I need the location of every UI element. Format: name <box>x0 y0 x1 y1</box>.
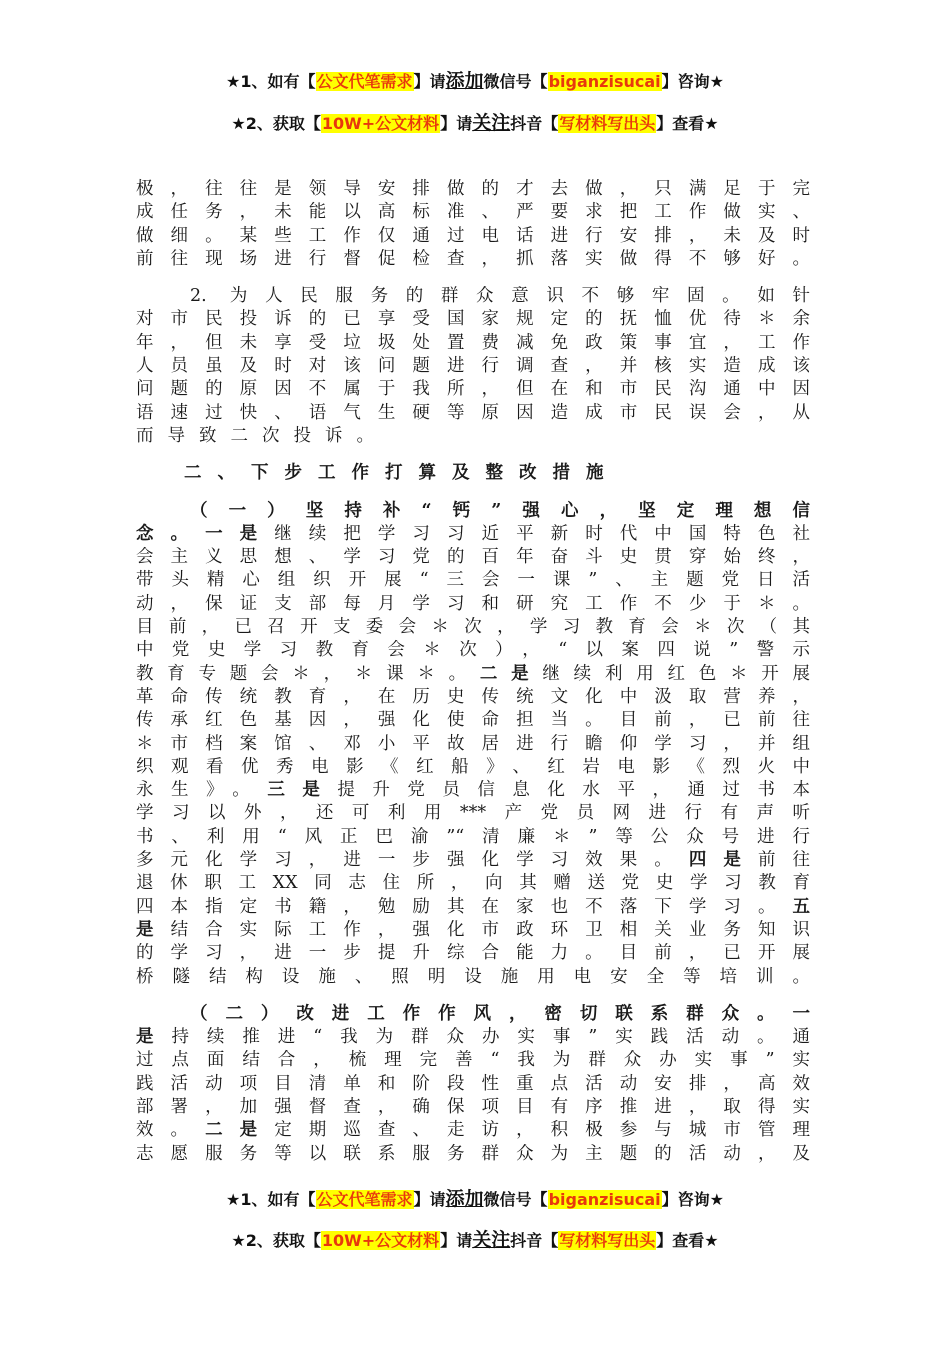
body-line: 传承红色基因，强化使命担当。目前，已前往 <box>136 710 810 731</box>
body-line: 极，往往是领导安排做的才去做，只满足于完 <box>136 179 810 199</box>
body-line: 四本指定书籍，勉励其在家也不落下学习。五 <box>136 896 810 917</box>
body-line: 是持续推进“我为群众办实事”实践活动。通 <box>136 1027 810 1048</box>
promo-wechat-id: biganzisucai <box>548 1190 661 1209</box>
body-line: 动，保证支部每月学习和研究工作不少于＊。 <box>136 593 810 614</box>
promo-line-1-bottom: ★1、如有【公文代笔需求】请添加微信号【biganzisucai】咨询★ <box>226 1188 724 1210</box>
body-line: 前往现场进行督促检查，抓落实做得不够好。 <box>136 248 810 269</box>
promo-highlight: 公文代笔需求 <box>316 72 413 91</box>
body-line: 问题的原因不属于我所，但在和市民沟通中因 <box>136 379 810 400</box>
body-line: 中党史学习教育会＊次），“以案四说”警示 <box>136 640 810 661</box>
body-line: 的学习，进一步提升综合能力。目前，已开展 <box>136 943 810 964</box>
promo-douyin-id: 写材料写出头 <box>559 1231 656 1250</box>
body-line: 2. 为人民服务的群众意识不够牢固。如针 <box>190 286 810 307</box>
subsection-title: （二）改进工作作风，密切联系群众。一 <box>190 1003 810 1024</box>
body-line: 部署，加强督查，确保项目有序推进，取得实 <box>136 1096 810 1117</box>
body-line: 教育专题会＊，＊课＊。二是继续利用红色＊开展 <box>136 663 811 684</box>
body-line: ＊市档案馆、邓小平故居进行瞻仰学习，并组 <box>136 733 810 754</box>
body-line: 书、利用“风正巴渝”“清廉＊”等公众号进行 <box>136 826 810 847</box>
body-line: 带头精心组织开展“三会一课”、主题党日活 <box>136 570 810 591</box>
promo-line-2-bottom: ★2、获取【10W+公文材料】请关注抖音【写材料写出头】查看★ <box>231 1229 719 1251</box>
body-line: 而导致二次投诉。 <box>136 425 388 446</box>
body-line: 践活动项目清单和阶段性重点活动安排，高效 <box>136 1073 810 1094</box>
body-line: 织观看优秀电影《红船》、红岩电影《烈火中 <box>136 756 810 777</box>
body-line: 退休职工XX同志住所，向其赠送党史学习教育 <box>136 873 810 894</box>
document-body <box>136 178 810 1166</box>
promo-line-2-top: ★2、获取【10W+公文材料】请关注抖音【写材料写出头】查看★ <box>231 112 719 134</box>
body-line: 目前，已召开支委会＊次，学习教育会＊次（其 <box>136 617 810 638</box>
promo-line-1-top: ★1、如有【公文代笔需求】请添加微信号【biganzisucai】咨询★ <box>226 70 724 92</box>
promo-douyin-id: 写材料写出头 <box>559 114 656 133</box>
body-line: 学习以外，还可利用***产党员网进行有声听 <box>136 803 810 824</box>
body-line: 年，但未享受垃圾处置费减免政策事宜，工作 <box>136 332 810 353</box>
body-line: 革命传统教育，在历史传统文化中汲取营养， <box>136 686 810 707</box>
section-heading: 二、下步工作打算及整改措施 <box>184 463 620 484</box>
promo-highlight: 10W+公文材料 <box>321 114 440 133</box>
promo-highlight: 10W+公文材料 <box>321 1231 440 1250</box>
body-line: 语速过快、语气生硬等原因造成市民误会，从 <box>136 402 810 423</box>
body-line: 永生》。三是提升党员信息化水平，通过书本 <box>136 780 811 801</box>
body-line: 念。一是继续把学习习近平新时代中国特色社 <box>136 523 811 544</box>
body-line: 成任务，未能以高标准、严要求把工作做实、 <box>136 202 810 223</box>
body-line: 会主义思想、学习党的百年奋斗史贯穿始终， <box>136 547 810 568</box>
body-line: 是结合实际工作，强化市政环卫相关业务知识 <box>136 919 811 940</box>
body-line: 效。二是定期巡查、走访，积极参与城市管理 <box>136 1120 811 1141</box>
subsection-title: （一）坚持补“钙”强心，坚定理想信 <box>190 500 810 521</box>
promo-wechat-id: biganzisucai <box>548 72 661 91</box>
body-line: 过点面结合，梳理完善“我为群众办实事”实 <box>136 1050 810 1071</box>
body-line: 对市民投诉的已享受国家规定的抚恤优待＊余 <box>136 309 810 330</box>
promo-highlight: 公文代笔需求 <box>316 1190 413 1209</box>
body-line: 做细。某些工作仅通过电话进行安排，未及时 <box>136 225 810 246</box>
body-line: 志愿服务等以联系服务群众为主题的活动，及 <box>136 1143 810 1164</box>
body-line: 多元化学习，进一步强化学习效果。四是前往 <box>136 850 811 871</box>
body-line: 桥隧结构设施、照明设施用电安全等培训。 <box>136 966 810 987</box>
body-line: 人员虽及时对该问题进行调查，并核实造成该 <box>136 356 810 377</box>
